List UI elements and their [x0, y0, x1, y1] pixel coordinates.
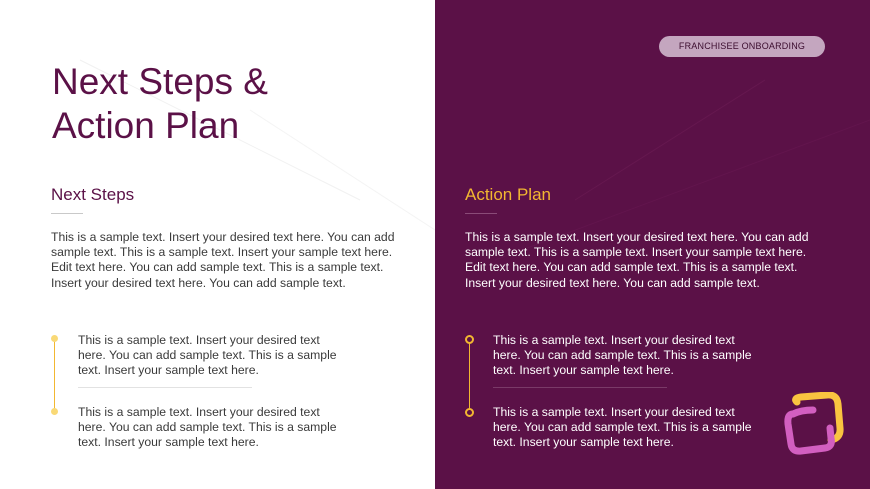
- action-plan-paragraph: This is a sample text. Insert your desired text here. You can add sample text. This is a sample text. Insert your sample text here. Edit text here. You can add sample text. This is a sample text. Insert your desired text here. You can add sample text.: [465, 230, 809, 290]
- action-plan-item-1: This is a sample text. Insert your desired text here. You can add sample text. This is a sample text. Insert your sample text here.: [493, 333, 752, 378]
- action-plan-heading-rule: [465, 213, 497, 214]
- timeline-separator: [78, 387, 252, 388]
- rounded-square-logo-icon: [783, 392, 845, 458]
- next-steps-heading-rule: [51, 213, 83, 214]
- category-badge: FRANCHISEE ONBOARDING: [659, 36, 825, 57]
- next-steps-heading: Next Steps: [51, 185, 135, 204]
- action-plan-heading: Action Plan: [465, 185, 551, 204]
- timeline-dot-icon: [465, 335, 474, 344]
- title-line-1: Next Steps &: [52, 61, 268, 102]
- timeline-line: [54, 339, 55, 412]
- timeline-separator: [493, 387, 667, 388]
- next-steps-item-1: This is a sample text. Insert your desired text here. You can add sample text. This is a sample text. Insert your sample text here.: [78, 333, 337, 378]
- action-plan-timeline: [463, 333, 763, 453]
- next-steps-timeline: [48, 333, 348, 453]
- page-title: [52, 60, 412, 148]
- timeline-dot-icon: [465, 408, 474, 417]
- title-line-2: Action Plan: [52, 105, 240, 146]
- next-steps-paragraph: This is a sample text. Insert your desired text here. You can add sample text. This is a sample text. Insert your sample text here. Edit text here. You can add sample text. This is a sample text. Insert your desired text here. You can add sample text.: [51, 230, 395, 290]
- action-plan-item-2: This is a sample text. Insert your desired text here. You can add sample text. This is a sample text. Insert your sample text here.: [493, 405, 752, 450]
- timeline-line: [469, 339, 470, 412]
- action-plan-panel: [435, 0, 870, 489]
- timeline-dot-icon: [51, 335, 58, 342]
- timeline-dot-icon: [51, 408, 58, 415]
- next-steps-item-2: This is a sample text. Insert your desired text here. You can add sample text. This is a sample text. Insert your sample text here.: [78, 405, 337, 450]
